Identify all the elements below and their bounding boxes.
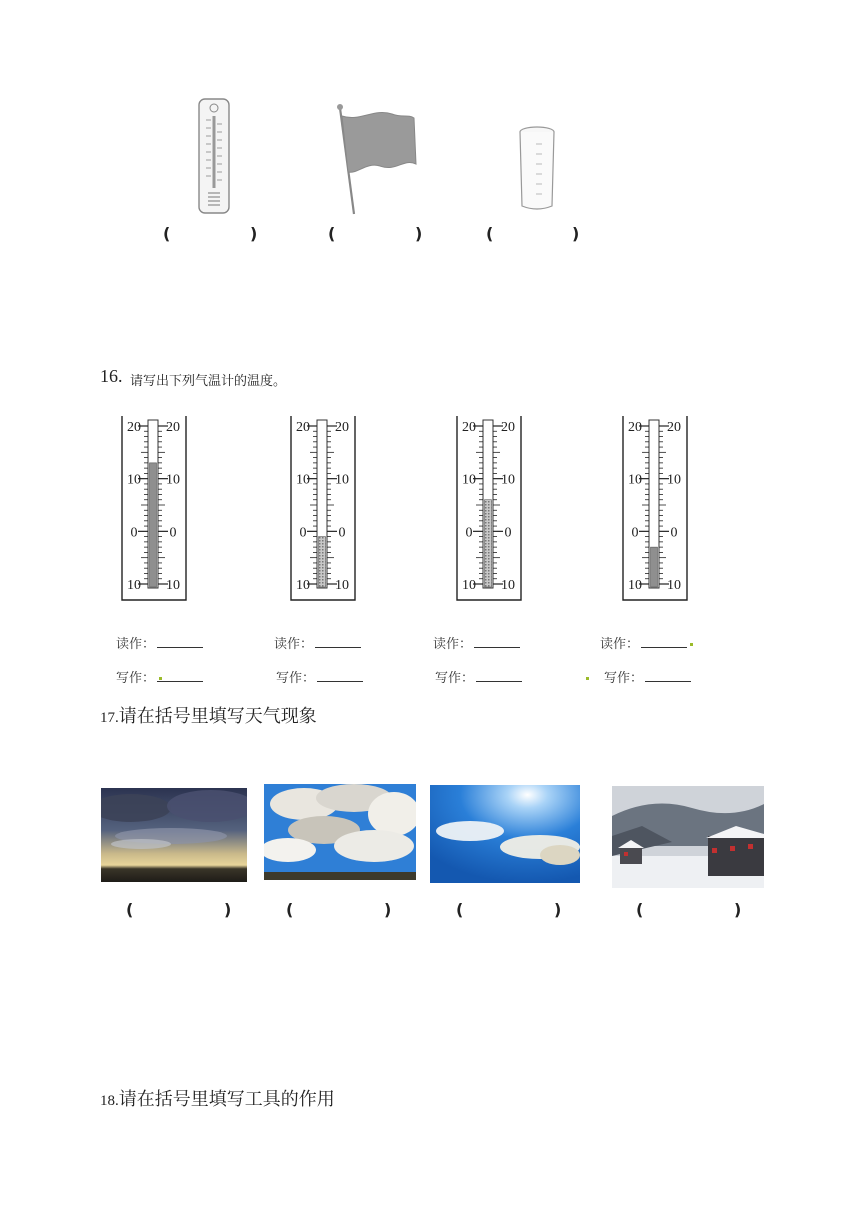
scale-label: 10 [462,472,476,488]
dark-cloudy-sky-photo [101,788,247,882]
paren-open: ( [456,900,464,919]
scale-label: 10 [127,472,141,488]
liquid-column [150,463,157,587]
scale-label: 0 [670,525,678,541]
thermometer-scale [120,414,190,604]
scale-label: 20 [127,420,141,435]
stray-mark [690,643,693,646]
scale-label: 10 [166,578,180,593]
scale-label: 0 [631,525,639,541]
answer-blank[interactable] [317,669,363,682]
question-number: 17. [100,710,119,726]
question-number: 18. [100,1093,119,1109]
read-label: 读作： [433,637,473,652]
paren-close: ) [554,900,562,919]
thermometer-scale [289,414,359,604]
paren-open: ( [286,900,294,919]
scale-label: 10 [335,578,349,593]
scale-label: 0 [299,525,307,541]
paren-close: ) [572,224,580,243]
write-line [276,667,363,686]
read-line [433,633,520,652]
scale-label: 0 [504,525,512,541]
paren-close: ) [734,900,742,919]
scale-label: 20 [296,420,310,435]
thermometer-icon [196,96,232,220]
scale-label: 20 [335,420,349,435]
stray-mark [586,677,589,680]
scale-label: 10 [335,472,349,488]
paren-open: ( [328,224,336,243]
scale-label: 10 [667,472,681,488]
answer-blank[interactable] [476,669,522,682]
question-number: 16. [100,366,123,386]
answer-blank[interactable] [641,635,687,648]
paren-close: ) [250,224,258,243]
question-text: 请在括号里填写天气现象 [118,706,317,727]
paren-open: ( [163,224,171,243]
paren-close: ) [224,900,232,919]
scale-label: 20 [462,420,476,435]
sunny-sky-photo [430,785,580,883]
scale-label: 10 [296,472,310,488]
wind-flag-icon [332,100,422,222]
paren-open: ( [126,900,134,919]
paren-close: ) [415,224,423,243]
liquid-column [319,537,326,587]
paren-open: ( [486,224,494,243]
question-heading [100,1085,335,1111]
answer-blank[interactable] [157,635,203,648]
liquid-column [485,500,492,587]
read-line [600,633,687,652]
read-line [116,633,203,652]
scale-label: 10 [501,472,515,488]
thermometer-scale [455,414,525,604]
write-label: 写作： [116,671,156,686]
answer-blank[interactable] [157,669,203,682]
write-line [604,667,691,686]
read-line [274,633,361,652]
question-text: 请写出下列气温计的温度。 [130,374,287,389]
question-text: 请在括号里填写工具的作用 [118,1089,335,1110]
thermometer-scale [621,414,691,604]
rain-gauge-icon [516,124,558,218]
scale-label: 20 [166,420,180,435]
answer-blank[interactable] [315,635,361,648]
liquid-column [651,547,658,587]
scale-label: 10 [628,472,642,488]
scale-label: 10 [667,578,681,593]
scale-label: 0 [169,525,177,541]
scale-label: 0 [465,525,473,541]
paren-close: ) [384,900,392,919]
answer-blank[interactable] [474,635,520,648]
scale-label: 10 [501,578,515,593]
scale-label: 10 [166,472,180,488]
answer-blank[interactable] [645,669,691,682]
scale-label: 0 [130,525,138,541]
scale-label: 10 [462,578,476,593]
scale-label: 20 [628,420,642,435]
scale-label: 20 [667,420,681,435]
snowy-village-photo [612,786,764,888]
scale-label: 10 [628,578,642,593]
write-label: 写作： [604,671,644,686]
scale-label: 10 [296,578,310,593]
paren-open: ( [636,900,644,919]
cumulus-clouds-photo [264,784,416,880]
read-label: 读作： [274,637,314,652]
read-label: 读作： [600,637,640,652]
write-label: 写作： [276,671,316,686]
read-label: 读作： [116,637,156,652]
scale-label: 20 [501,420,515,435]
write-label: 写作： [435,671,475,686]
question-heading [100,702,317,728]
scale-label: 10 [127,578,141,593]
write-line [435,667,522,686]
stray-mark [159,677,162,680]
scale-label: 0 [338,525,346,541]
